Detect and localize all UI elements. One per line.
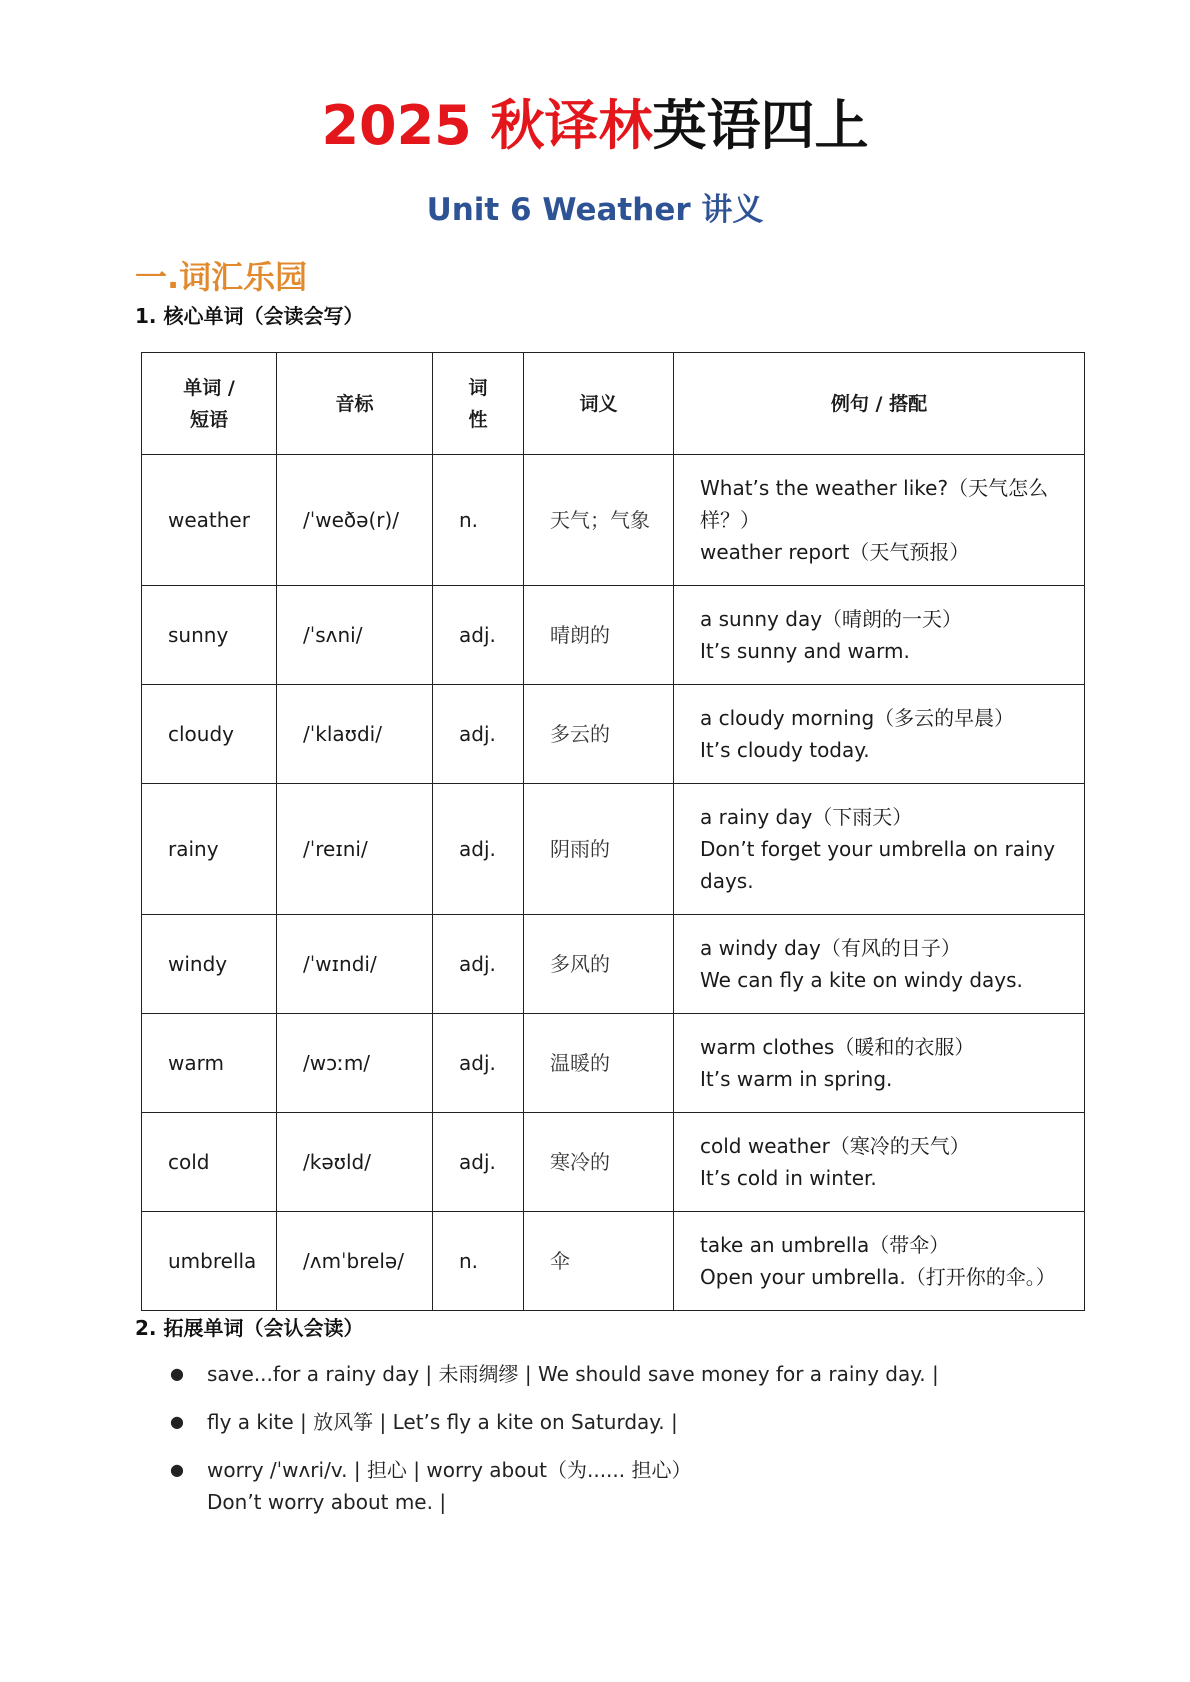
phonetic-cell: /ˈklaʊdi/ — [277, 685, 433, 784]
word-cell: rainy — [142, 784, 277, 915]
page-subtitle: Unit 6 Weather 讲义 — [426, 192, 764, 228]
table-row — [142, 586, 1085, 685]
example-line: Open your umbrella.（打开你的伞。） — [700, 1265, 1056, 1289]
example-cell — [674, 1113, 1085, 1212]
title-grade: 英语四上 — [652, 94, 869, 157]
word-cell: umbrella — [142, 1212, 277, 1311]
meaning-cell: 晴朗的 — [524, 586, 674, 685]
example-cell — [674, 586, 1085, 685]
word-cell: cold — [142, 1113, 277, 1212]
extended-words-list — [170, 1358, 1130, 1534]
example-line: Don’t forget your umbrella on rainy days. — [700, 837, 1056, 893]
core-words-heading: 1. 核心单词（会读会写） — [135, 304, 364, 328]
example-line: a cloudy morning（多云的早晨） — [700, 706, 1015, 730]
phonetic-cell: /ˈweðə(r)/ — [277, 455, 433, 586]
example-line: It’s sunny and warm. — [700, 639, 910, 663]
example-cell — [674, 1014, 1085, 1113]
example-line: weather report（天气预报） — [700, 540, 970, 564]
bullet-icon: ● — [170, 1460, 184, 1479]
example-line: a sunny day（晴朗的一天） — [700, 607, 963, 631]
pos-cell: adj. — [433, 915, 524, 1014]
table-row — [142, 685, 1085, 784]
phrase-en: worry /ˈwʌri/v. | — [207, 1458, 361, 1482]
pos-cell: adj. — [433, 1014, 524, 1113]
example-cell — [674, 455, 1085, 586]
phrase-example: | We should save money for a rainy day. | — [524, 1362, 939, 1386]
example-line: a windy day（有风的日子） — [700, 936, 961, 960]
word-cell: weather — [142, 455, 277, 586]
list-item — [170, 1358, 1130, 1390]
phrase-example: | Let’s fly a kite on Saturday. | — [379, 1410, 678, 1434]
word-cell: sunny — [142, 586, 277, 685]
meaning-cell: 多云的 — [524, 685, 674, 784]
pos-cell: adj. — [433, 685, 524, 784]
table-row — [142, 915, 1085, 1014]
word-cell: windy — [142, 915, 277, 1014]
bullet-icon: ● — [170, 1412, 184, 1431]
pos-cell: adj. — [433, 1113, 524, 1212]
core-vocabulary-table — [141, 352, 1085, 1311]
list-item — [170, 1406, 1130, 1438]
section-heading-vocabulary: 一.词汇乐园 — [135, 258, 308, 296]
table-row — [142, 1212, 1085, 1311]
table-header-row — [142, 353, 1085, 455]
header-pos: 词性 — [433, 353, 524, 455]
phrase-cn: 放风筝 — [313, 1410, 374, 1434]
meaning-cell: 寒冷的 — [524, 1113, 674, 1212]
example-line: What’s the weather like?（天气怎么样？） — [700, 476, 1049, 532]
meaning-cell: 天气；气象 — [524, 455, 674, 586]
example-cell — [674, 685, 1085, 784]
example-line: We can fly a kite on windy days. — [700, 968, 1023, 992]
table-row — [142, 1014, 1085, 1113]
pos-cell: n. — [433, 455, 524, 586]
pos-cell: adj. — [433, 586, 524, 685]
header-phonetic: 音标 — [277, 353, 433, 455]
phrase-cn: 未雨绸缪 — [438, 1362, 519, 1386]
example-line: a rainy day（下雨天） — [700, 805, 913, 829]
pos-cell: adj. — [433, 784, 524, 915]
phonetic-cell: /ˈsʌni/ — [277, 586, 433, 685]
example-cell — [674, 784, 1085, 915]
extended-words-heading: 2. 拓展单词（会认会读） — [135, 1316, 364, 1340]
page-title — [0, 92, 1190, 160]
example-cell — [674, 915, 1085, 1014]
meaning-cell: 伞 — [524, 1212, 674, 1311]
header-meaning: 词义 — [524, 353, 674, 455]
phrase-example: | worry about（为...... 担心） — [413, 1458, 692, 1482]
phrase-en: save...for a rainy day | — [207, 1362, 433, 1386]
meaning-cell: 多风的 — [524, 915, 674, 1014]
pos-cell: n. — [433, 1212, 524, 1311]
word-cell: warm — [142, 1014, 277, 1113]
table-row — [142, 455, 1085, 586]
example-line: It’s cloudy today. — [700, 738, 870, 762]
header-example: 例句 / 搭配 — [674, 353, 1085, 455]
bullet-icon: ● — [170, 1364, 184, 1383]
list-item — [170, 1454, 1130, 1518]
example-line: take an umbrella（带伞） — [700, 1233, 950, 1257]
phonetic-cell: /ˈreɪni/ — [277, 784, 433, 915]
title-year-course: 2025 秋译林 — [321, 94, 653, 157]
example-line: cold weather（寒冷的天气） — [700, 1134, 970, 1158]
header-word: 单词 / 短语 — [142, 353, 277, 455]
phrase-en: fly a kite | — [207, 1410, 307, 1434]
meaning-cell: 阴雨的 — [524, 784, 674, 915]
example-line: It’s cold in winter. — [700, 1166, 877, 1190]
table-row — [142, 1113, 1085, 1212]
table-row — [142, 784, 1085, 915]
phonetic-cell: /ˈwɪndi/ — [277, 915, 433, 1014]
word-cell: cloudy — [142, 685, 277, 784]
phonetic-cell: /wɔːm/ — [277, 1014, 433, 1113]
example-cell — [674, 1212, 1085, 1311]
meaning-cell: 温暖的 — [524, 1014, 674, 1113]
example-line: warm clothes（暖和的衣服） — [700, 1035, 975, 1059]
example-line: It’s warm in spring. — [700, 1067, 893, 1091]
phrase-example-line2: Don’t worry about me. | — [207, 1490, 447, 1514]
phrase-cn: 担心 — [366, 1458, 407, 1482]
phonetic-cell: /kəʊld/ — [277, 1113, 433, 1212]
phonetic-cell: /ʌmˈbrelə/ — [277, 1212, 433, 1311]
